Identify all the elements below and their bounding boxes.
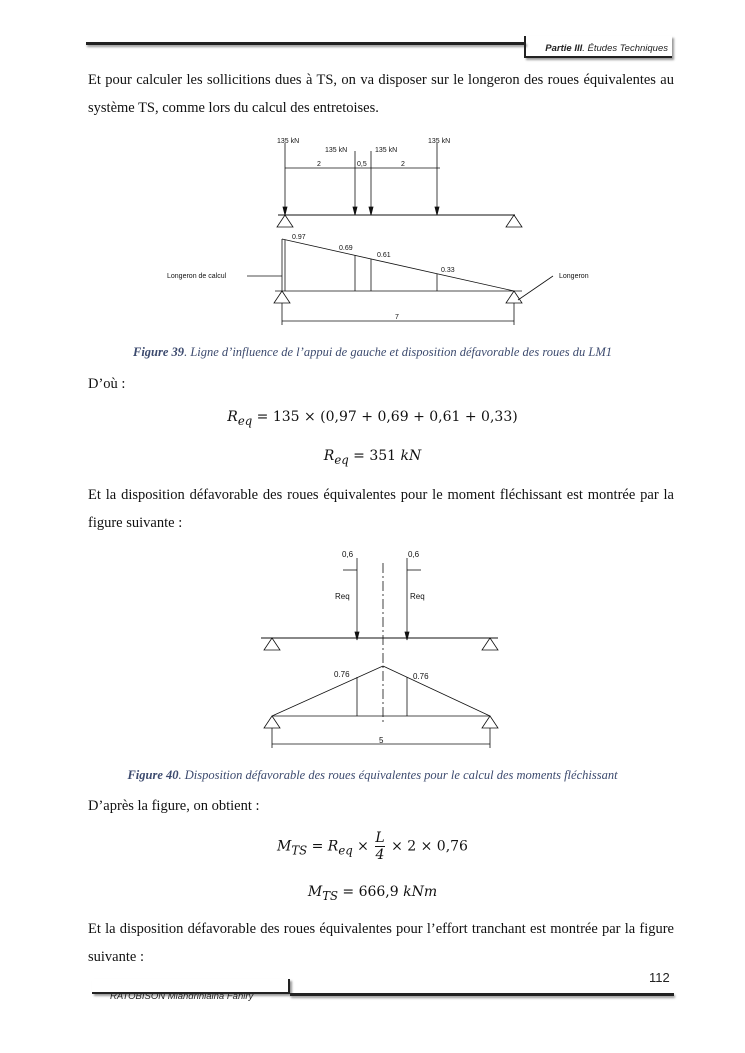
eq4-sub: TS <box>322 888 338 903</box>
ordinate-1: 0.97 <box>292 234 306 241</box>
equation-req-value <box>0 448 745 467</box>
eq3-times: × <box>352 838 374 855</box>
ordinate-2: 0.69 <box>339 245 353 252</box>
load-label-4: 135 kN <box>428 138 451 145</box>
offset-left: 0,6 <box>342 550 354 559</box>
caption-40-text: . Disposition défavorable des roues équivalentes pour le calcul des moments fléchissant <box>178 768 618 782</box>
support-left-2 <box>274 291 290 303</box>
influence-left <box>272 666 383 716</box>
support-right-4 <box>482 716 498 728</box>
eq1-sub: eq <box>237 413 253 428</box>
support-left-4 <box>264 716 280 728</box>
header-rule <box>86 42 526 45</box>
eq1-rhs: = 135 × (0,97 + 0,69 + 0,61 + 0,33) <box>252 409 518 425</box>
header-section: . Études Techniques <box>582 43 668 54</box>
eq3-sub: TS <box>291 843 308 858</box>
caption-39-number: Figure 39 <box>133 345 185 359</box>
frac-den: 4 <box>375 847 385 863</box>
fraction-l-4 <box>375 830 384 863</box>
eq2-sub: eq <box>334 452 349 467</box>
paragraph-5: Et la disposition défavorable des roues équivalentes pour l’effort tranchant est montrée par la figure suivante : <box>88 921 674 965</box>
paragraph-1: Et pour calculer les sollicitions dues à TS, on va disposer sur le longeron des roues équivalentes au système TS, comme lors du calcul des entretoises. <box>88 72 674 116</box>
eq2-unit: kN <box>400 448 422 464</box>
footer-author: RATOBISON Miandriniaina Faniry <box>110 991 254 1002</box>
header-part: Partie III <box>545 43 583 54</box>
eq4-unit: kNm <box>403 884 438 900</box>
figure-39-caption <box>0 345 745 360</box>
span-label: 7 <box>395 314 399 321</box>
frac-num: L <box>375 830 385 846</box>
label-longeron-calcul: Longeron de calcul <box>167 273 227 280</box>
span-5: 5 <box>379 736 384 745</box>
influence-line <box>282 239 514 291</box>
figure-39-diagram <box>165 133 589 333</box>
label-longeron: Longeron <box>559 273 589 280</box>
eq3-rsub: eq <box>338 843 353 858</box>
paragraph-4: D’après la figure, on obtient : <box>88 798 260 814</box>
eq3-tail: × 2 × 0,76 <box>386 838 468 855</box>
load-label-2: 135 kN <box>325 147 348 154</box>
ordinate-4: 0.33 <box>441 267 455 274</box>
req-left: Req <box>335 592 350 601</box>
caption-39-text: . Ligne d’influence de l’appui de gauche et disposition défavorable des roues du LM1 <box>184 345 612 359</box>
support-left <box>277 215 293 227</box>
eq3-r: R <box>327 838 339 855</box>
support-right-3 <box>482 638 498 650</box>
offset-right: 0,6 <box>408 550 420 559</box>
figure-40-diagram <box>258 548 508 748</box>
equation-mts-value <box>0 884 745 903</box>
footer-rule <box>290 993 674 996</box>
spacing-1: 2 <box>317 161 321 168</box>
equation-mts-formula <box>0 830 745 863</box>
running-header <box>545 43 668 54</box>
eq4-lhs: M <box>307 884 323 900</box>
paragraph-3: Et la disposition défavorable des roues équivalentes pour le moment fléchissant est montrée par la figure suivante : <box>88 487 674 531</box>
eq3-eq: = <box>307 838 328 855</box>
load-label-1: 135 kN <box>277 138 300 145</box>
equation-req-sum <box>0 409 745 428</box>
ordinate-76-left: 0.76 <box>334 670 350 679</box>
influence-right <box>383 666 490 716</box>
spacing-3: 2 <box>401 161 405 168</box>
eq2-lhs: R <box>323 448 335 464</box>
ordinate-3: 0.61 <box>377 252 391 259</box>
support-right-2 <box>506 291 522 303</box>
caption-40-number: Figure 40 <box>127 768 179 782</box>
support-right <box>506 215 522 227</box>
support-left-3 <box>264 638 280 650</box>
eq1-lhs: R <box>227 409 238 425</box>
ordinate-76-right: 0.76 <box>413 672 429 681</box>
eq2-num: = 351 <box>348 448 401 464</box>
spacing-2: 0,5 <box>357 161 367 168</box>
load-label-3: 135 kN <box>375 147 398 154</box>
req-right: Req <box>410 592 425 601</box>
paragraph-2: D’où : <box>88 376 126 392</box>
eq3-lhs: M <box>277 838 292 855</box>
eq4-num: = 666,9 <box>337 884 404 900</box>
page-number: 112 <box>649 970 670 985</box>
figure-40-caption <box>0 768 745 783</box>
